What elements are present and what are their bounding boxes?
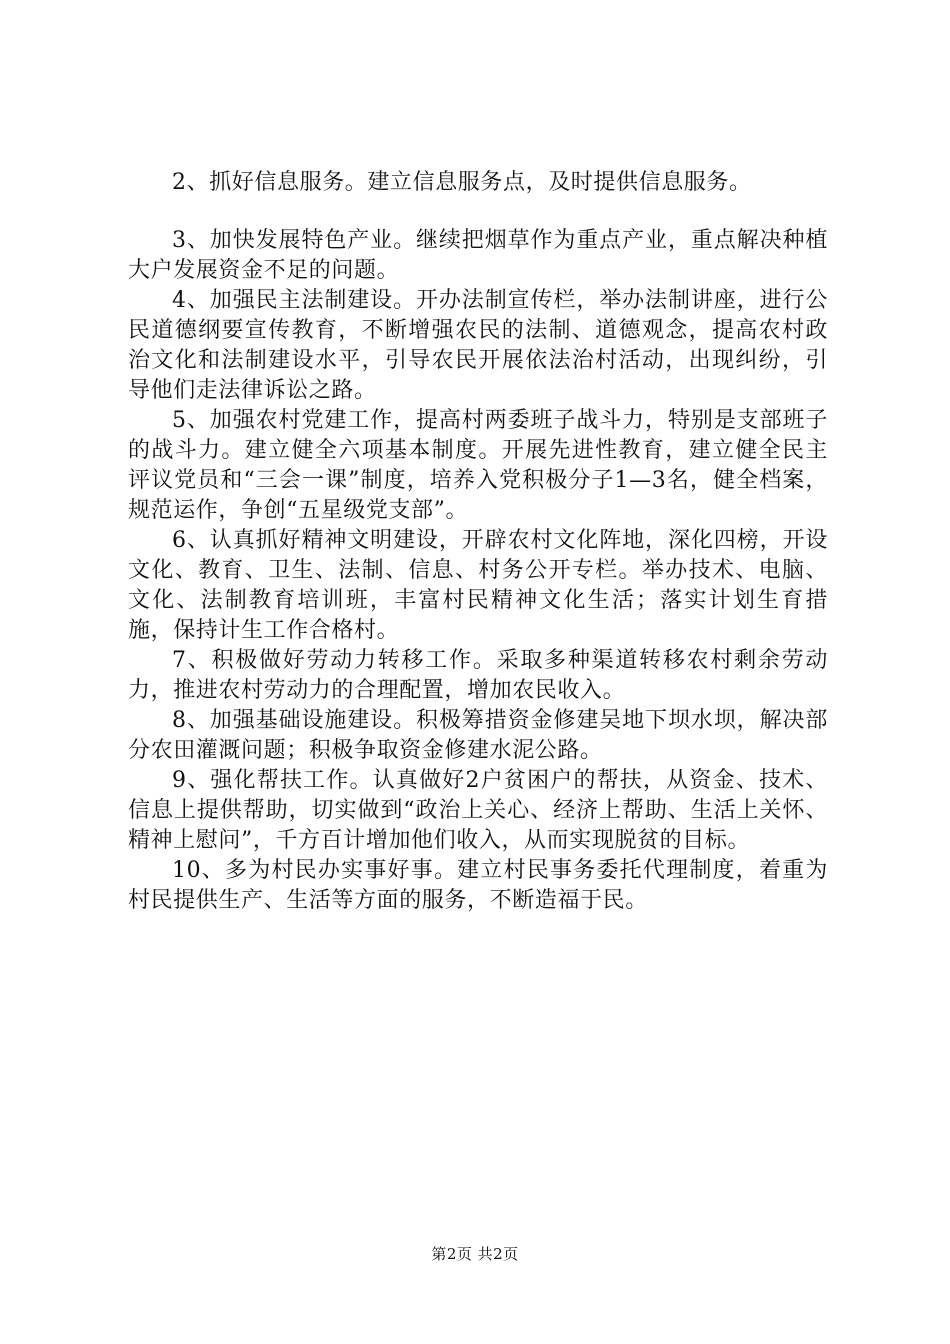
page-footer (0, 1244, 950, 1264)
paragraph-item-3: 3、加快发展特色产业。继续把烟草作为重点产业，重点解决种植大户发展资金不足的问题。 (128, 228, 828, 283)
paragraph-item-5: 5、加强农村党建工作，提高村两委班子战斗力，特别是支部班子的战斗力。建立健全六项基本制度。开展先进性教育，建立健全民主评议党员和“三会一课”制度，培养入党积极分子1—3名，健全档案，规范运作，争创“五星级党支部”。 (128, 408, 828, 523)
paragraph-item-6: 6、认真抓好精神文明建设，开辟农村文化阵地，深化四榜，开设文化、教育、卫生、法制、信息、村务公开专栏。举办技术、电脑、文化、法制教育培训班，丰富村民精神文化生活；落实计划生育措施，保持计生工作合格村。 (128, 528, 828, 643)
paragraph-item-8: 8、加强基础设施建设。积极筹措资金修建吴地下坝水坝，解决部分农田灌溉问题；积极争取资金修建水泥公路。 (128, 708, 828, 763)
document-body (128, 168, 828, 916)
paragraph-item-9: 9、强化帮扶工作。认真做好2户贫困户的帮扶，从资金、技术、信息上提供帮助，切实做到“政治上关心、经济上帮助、生活上关怀、精神上慰问”，千方百计增加他们收入，从而实现脱贫的目标。 (128, 768, 828, 853)
paragraph-item-7: 7、积极做好劳动力转移工作。采取多种渠道转移农村剩余劳动力，推进农村劳动力的合理配置，增加农民收入。 (128, 648, 828, 703)
page-number-label: 第2页 共2页 (431, 1245, 519, 1263)
paragraph-item-2: 2、抓好信息服务。建立信息服务点，及时提供信息服务。 (172, 170, 752, 195)
paragraph-item-4: 4、加强民主法制建设。开办法制宣传栏，举办法制讲座，进行公民道德纲要宣传教育，不断增强农民的法制、道德观念，提高农村政治文化和法制建设水平，引导农民开展依法治村活动，出现纠纷，引导他们走法律诉讼之路。 (128, 288, 828, 403)
paragraph-item-10: 10、多为村民办实事好事。建立村民事务委托代理制度，着重为村民提供生产、生活等方面的服务，不断造福于民。 (128, 858, 828, 913)
